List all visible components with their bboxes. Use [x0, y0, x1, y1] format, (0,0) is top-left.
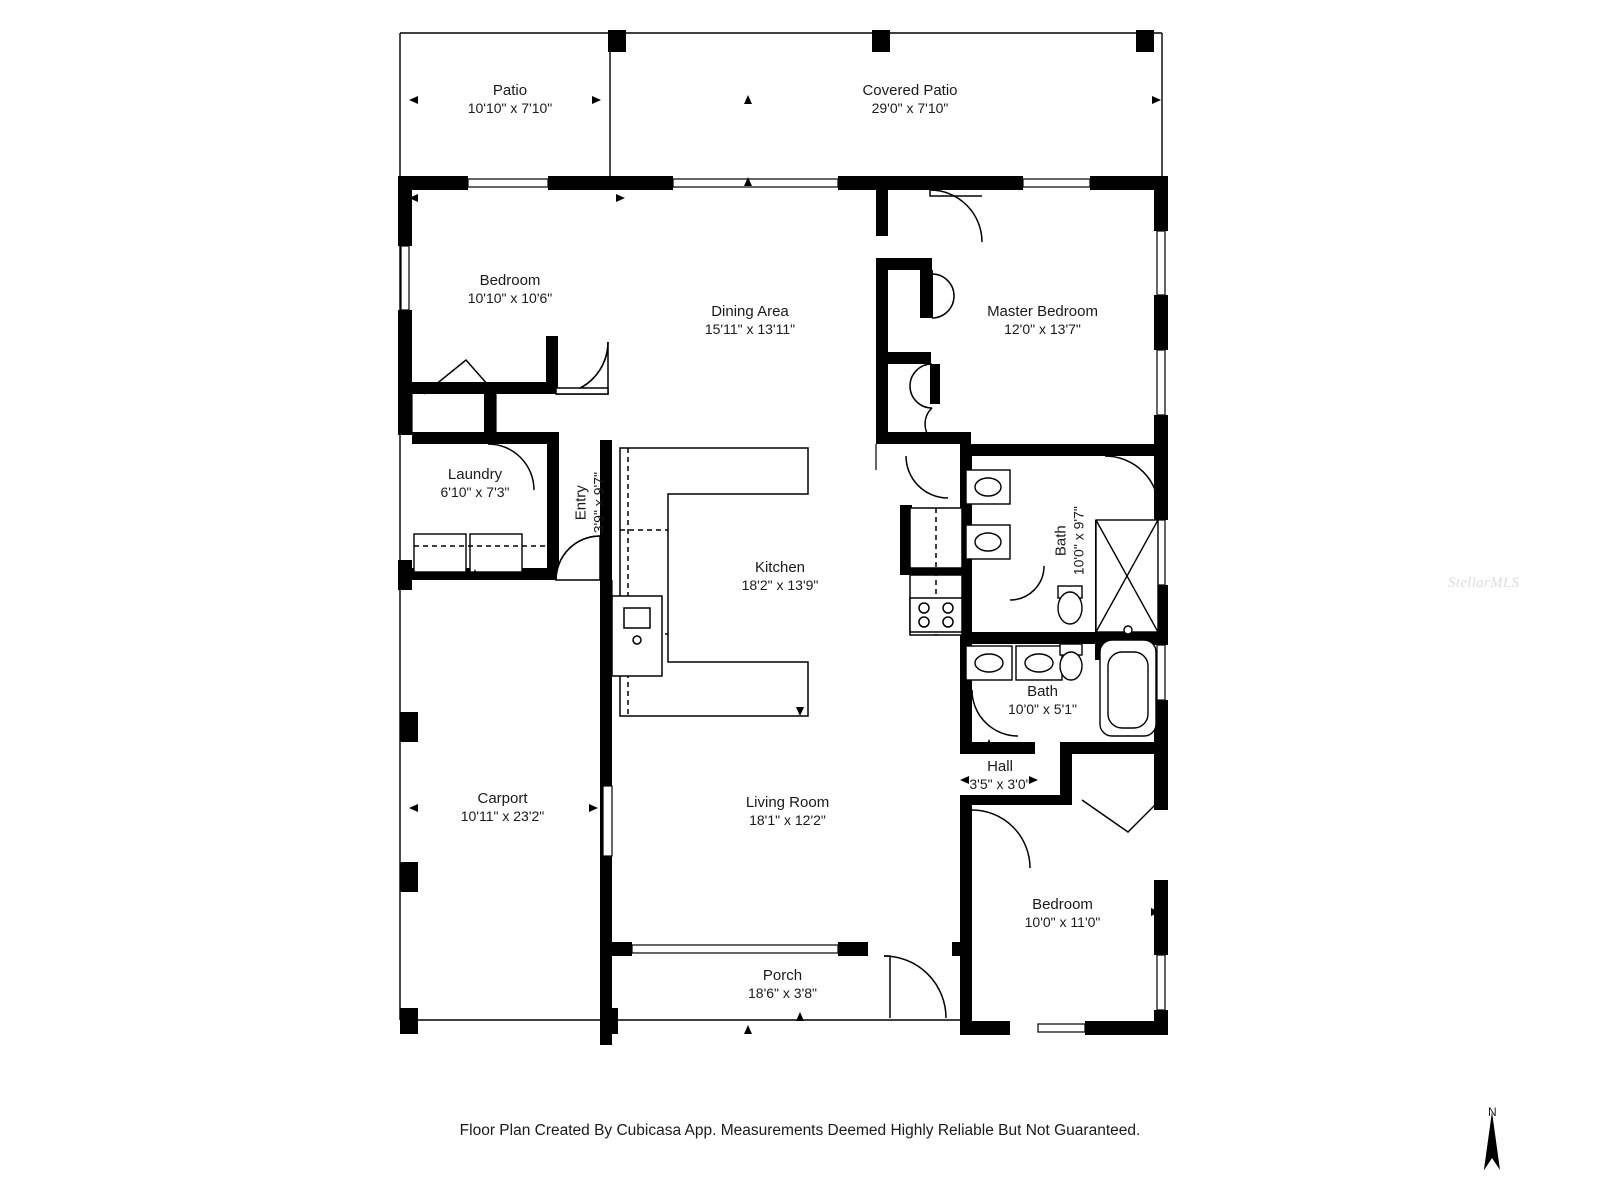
room-dims: 3'9" x 9'7"	[590, 472, 607, 534]
kitchen-fixtures	[612, 448, 962, 716]
compass-widget	[1468, 1105, 1516, 1177]
room-name: Carport	[477, 790, 528, 807]
room-dims: 12'0" x 13'7"	[1004, 321, 1081, 338]
room-name: Hall	[987, 758, 1013, 775]
exterior-walls	[398, 176, 1168, 1035]
room-dims: 10'11" x 23'2"	[460, 808, 545, 825]
room-name: Laundry	[447, 466, 503, 483]
footer-disclaimer: Floor Plan Created By Cubicasa App. Measurements Deemed Highly Reliable But Not Guaranteed.	[459, 1122, 1141, 1139]
room-dims: 10'10" x 10'6"	[467, 290, 553, 307]
room-dims: 10'0" x 9'7"	[1070, 506, 1087, 576]
room-name: Dining Area	[711, 303, 789, 320]
room-dims: 10'0" x 11'0"	[1024, 914, 1101, 931]
room-name: Bedroom	[1032, 896, 1093, 913]
laundry-fixtures	[414, 534, 546, 572]
room-name: Porch	[762, 967, 803, 984]
room-name: Master Bedroom	[987, 303, 1098, 320]
room-name: Kitchen	[754, 559, 806, 576]
room-name: Bath	[1052, 525, 1070, 557]
room-dims: 15'11" x 13'11"	[704, 321, 796, 338]
room-dims: 18'2" x 13'9"	[741, 577, 819, 594]
watermark-stellarmls: StellarMLS	[1448, 575, 1520, 591]
room-name: Bath	[1027, 683, 1058, 700]
room-name: Patio	[492, 82, 528, 99]
room-dims: 29'0" x 7'10"	[871, 100, 949, 117]
room-dims: 3'5" x 3'0"	[969, 776, 1031, 793]
room-name: Bedroom	[479, 272, 541, 289]
room-dims: 6'10" x 7'3"	[440, 484, 510, 501]
room-dims: 10'0" x 5'1"	[1008, 701, 1077, 718]
door-swings	[424, 190, 1160, 1018]
room-dims: 18'6" x 3'8"	[748, 985, 817, 1002]
room-dims: 10'10" x 7'10"	[467, 100, 553, 117]
room-name: Entry	[572, 485, 590, 521]
room-dims: 18'1" x 12'2"	[749, 812, 826, 829]
room-name: Living Room	[745, 794, 830, 811]
room-name: Covered Patio	[862, 82, 958, 99]
master-bath-fixtures	[966, 470, 1158, 632]
compass-north-label: N	[1488, 1105, 1497, 1119]
